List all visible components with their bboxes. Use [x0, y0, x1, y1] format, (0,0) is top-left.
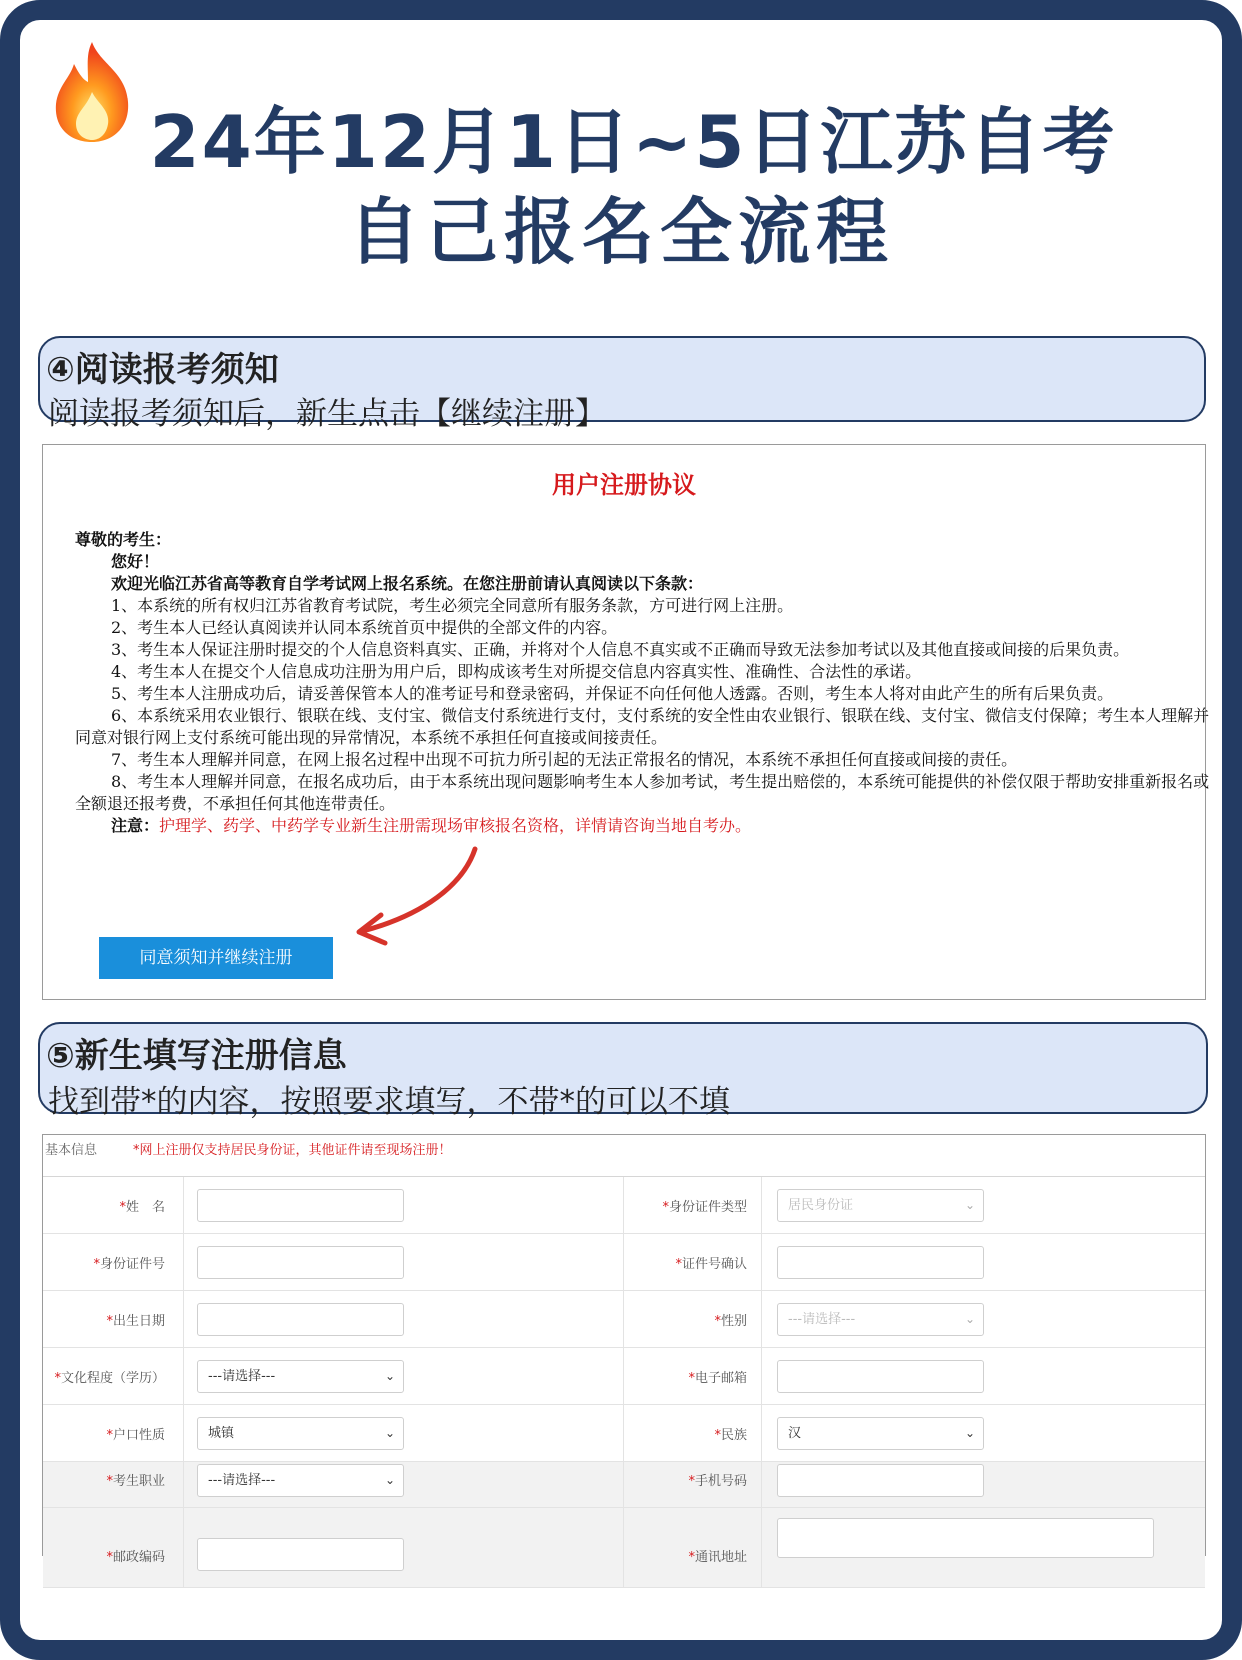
agreement-clause: 5、考生本人注册成功后，请妥善保管本人的准考证号和登录密码，并保证不向任何他人透露。否则，考生本人将对由此产生的所有后果负责。: [111, 684, 1114, 703]
registration-form-screenshot: [42, 1134, 1206, 1565]
education-select[interactable]: ---请选择--- ⌄: [197, 1360, 404, 1393]
form-row: [43, 1348, 1205, 1405]
form-label: *姓 名: [119, 1200, 165, 1215]
form-label: *电子邮箱: [688, 1371, 747, 1386]
step5-subtitle: 找到带*的内容，按照要求填写，不带*的可以不填: [48, 1084, 730, 1120]
agreement-clause: 6、本系统采用农业银行、银联在线、支付宝、微信支付系统进行支付，支付系统的安全性由农业银行、银联在线、支付宝、微信支付保障；考生本人理解并同意对银行网上支付系统可能出现的异常情况，本系统不承担任何直接或间接责任。: [75, 706, 1210, 747]
ethnicity-select[interactable]: 汉 ⌄: [777, 1417, 984, 1450]
form-row: [43, 1177, 1205, 1234]
agreement-clause: 1、本系统的所有权归江苏省教育考试院，考生必须完全同意所有服务条款，方可进行网上注册。: [111, 596, 794, 615]
form-section-label: 基本信息: [45, 1143, 98, 1158]
form-section-header: [43, 1135, 1205, 1177]
form-label: *性别: [714, 1314, 747, 1329]
form-label: *手机号码: [688, 1474, 747, 1489]
form-label: *考生职业: [106, 1474, 165, 1489]
form-row: [43, 1405, 1205, 1462]
agreement-note-label: 注意：: [111, 816, 160, 835]
postcode-input[interactable]: [197, 1538, 404, 1571]
agreement-title: 用户注册协议: [552, 470, 696, 499]
birth-date-input[interactable]: [197, 1303, 404, 1336]
agreement-hello: 您好！: [111, 552, 160, 571]
chevron-down-icon: ⌄: [384, 1426, 395, 1440]
agreement-clause: 3、考生本人保证注册时提交的个人信息资料真实、正确，并将对个人信息不真实或不正确而导致无法参加考试以及其他直接或间接的后果负责。: [111, 640, 1130, 659]
gender-select[interactable]: ---请选择--- ⌄: [777, 1303, 984, 1336]
step5-heading: ⑤新生填写注册信息: [46, 1036, 347, 1076]
agree-continue-button[interactable]: 同意须知并继续注册: [99, 937, 333, 979]
step4-heading: ④阅读报考须知: [46, 350, 279, 390]
agreement-note: [75, 815, 1223, 837]
occupation-select[interactable]: ---请选择--- ⌄: [197, 1464, 404, 1497]
form-label: *身份证件类型: [662, 1200, 747, 1215]
step4-subtitle: 阅读报考须知后，新生点击【继续注册】: [48, 396, 606, 432]
form-label: *通讯地址: [688, 1550, 747, 1565]
form-label: *文化程度（学历）: [54, 1371, 165, 1386]
agreement-clause: 4、考生本人在提交个人信息成功注册为用户后，即构成该考生对所提交信息内容真实性、准确性、合法性的承诺。: [111, 662, 922, 681]
email-input[interactable]: [777, 1360, 984, 1393]
agreement-body: [75, 529, 1223, 837]
form-label: *民族: [714, 1428, 747, 1443]
form-row: [43, 1291, 1205, 1348]
form-section-note: *网上注册仅支持居民身份证，其他证件请至现场注册！: [133, 1143, 452, 1158]
chevron-down-icon: ⌄: [384, 1473, 395, 1487]
agreement-clause: 8、考生本人理解并同意，在报名成功后，由于本系统出现问题影响考生本人参加考试，考生提出赔偿的，本系统可能提供的补偿仅限于帮助安排重新报名或全额退还报考费，不承担任何其他连带责任。: [75, 772, 1210, 813]
form-row: [43, 1462, 1205, 1508]
form-row: [43, 1234, 1205, 1291]
agreement-clause: 7、考生本人理解并同意，在网上报名过程中出现不可抗力所引起的无法正常报名的情况，本系统不承担任何直接或间接的责任。: [111, 750, 1018, 769]
agreement-note-text: 护理学、药学、中药学专业新生注册需现场审核报名资格，详情请咨询当地自考办。: [159, 816, 752, 835]
form-label: *证件号确认: [675, 1257, 747, 1272]
id-type-select[interactable]: 居民身份证 ⌄: [777, 1189, 984, 1222]
agreement-greeting: 尊敬的考生：: [75, 530, 172, 549]
id-number-input[interactable]: [197, 1246, 404, 1279]
form-row: [43, 1508, 1205, 1588]
chevron-down-icon: ⌄: [964, 1198, 975, 1212]
agreement-clause: 2、考生本人已经认真阅读并认同本系统首页中提供的全部文件的内容。: [111, 618, 618, 637]
form-label: *出生日期: [106, 1314, 165, 1329]
agreement-screenshot: [42, 444, 1210, 1000]
form-label: *身份证件号: [93, 1257, 165, 1272]
chevron-down-icon: ⌄: [964, 1312, 975, 1326]
id-confirm-input[interactable]: [777, 1246, 984, 1279]
phone-input[interactable]: [777, 1464, 984, 1497]
address-input[interactable]: [777, 1518, 1154, 1558]
page-title-line1: 24年12月1日~5日江苏自考: [149, 100, 1117, 184]
chevron-down-icon: ⌄: [384, 1369, 395, 1383]
step5-box: [38, 1022, 1208, 1120]
step4-box: [38, 336, 1206, 432]
page-title-line2: 自己报名全流程: [347, 190, 894, 274]
form-label: *邮政编码: [106, 1550, 165, 1565]
agreement-welcome: 欢迎光临江苏省高等教育自学考试网上报名系统。在您注册前请认真阅读以下条款：: [111, 574, 704, 593]
name-input[interactable]: [197, 1189, 404, 1222]
household-type-select[interactable]: 城镇 ⌄: [197, 1417, 404, 1450]
red-arrow-icon: [323, 845, 523, 965]
chevron-down-icon: ⌄: [964, 1426, 975, 1440]
form-label: *户口性质: [106, 1428, 165, 1443]
